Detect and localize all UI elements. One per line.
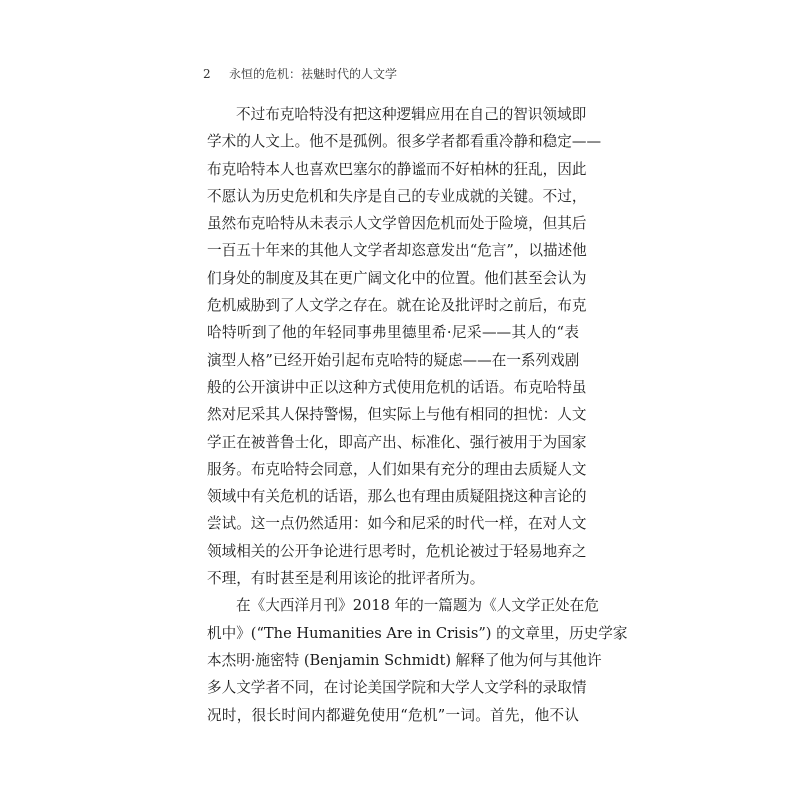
running-title: 永恒的危机：祛魅时代的人文学 — [229, 67, 398, 81]
text-line: 领域相关的公开争论进行思考时，危机论被过于轻易地弃之 — [207, 542, 587, 560]
text-line: 尝试。这一点仍然适用：如今和尼采的时代一样，在对人文 — [207, 515, 587, 533]
text-line: 在《大西洋月刊》2018 年的一篇题为《人文学正处在危 — [236, 597, 599, 615]
text-line: 虽然布克哈特从未表示人文学曾因危机而处于险境，但其后 — [207, 215, 587, 233]
text-line: 不理，有时甚至是利用该论的批评者所为。 — [207, 570, 485, 588]
text-line: 演型人格”已经开始引起布克哈特的疑虑——在一系列戏剧 — [207, 351, 580, 369]
text-line: 学术的人文上。他不是孤例。很多学者都看重冷静和稳定—— — [207, 133, 602, 151]
text-line: 学正在被普鲁士化，即高产出、标准化、强行被用于为国家 — [207, 433, 587, 451]
text-line: 不愿认为历史危机和失序是自己的专业成就的关键。不过， — [207, 187, 587, 205]
text-line: 机中》(“The Humanities Are in Crisis”) 的文章里，历史学家 — [207, 624, 628, 642]
text-line: 本杰明·施密特 (Benjamin Schmidt) 解释了他为何与其他许 — [207, 651, 602, 669]
text-line: 不过布克哈特没有把这种逻辑应用在自己的智识领域即 — [236, 106, 587, 123]
text-line: 多人文学者不同，在讨论美国学院和大学人文学科的录取情 — [207, 679, 587, 697]
body-text — [207, 101, 628, 729]
text-line: 哈特听到了他的年轻同事弗里德里希·尼采——其人的“表 — [207, 324, 579, 342]
text-line: 布克哈特本人也喜欢巴塞尔的静谧而不好柏林的狂乱，因此 — [207, 160, 587, 178]
text-line: 一百五十年来的其他人文学者却恣意发出“危言”，以描述他 — [207, 242, 587, 260]
text-line: 般的公开演讲中正以这种方式使用危机的话语。布克哈特虽 — [207, 378, 587, 396]
text-line: 况时，很长时间内都避免使用“危机”一词。首先，他不认 — [207, 706, 579, 724]
text-line: 然对尼采其人保持警惕，但实际上与他有相同的担忧：人文 — [207, 406, 587, 424]
text-line: 危机威胁到了人文学之存在。就在论及批评时之前后，布克 — [207, 297, 587, 315]
text-line: 服务。布克哈特会同意，人们如果有充分的理由去质疑人文 — [207, 460, 587, 478]
running-head — [203, 67, 397, 81]
text-line: 领域中有关危机的话语，那么也有理由质疑阻挠这种言论的 — [207, 488, 587, 506]
text-line: 们身处的制度及其在更广阔文化中的位置。他们甚至会认为 — [207, 269, 587, 287]
page-number: 2 — [203, 67, 211, 81]
